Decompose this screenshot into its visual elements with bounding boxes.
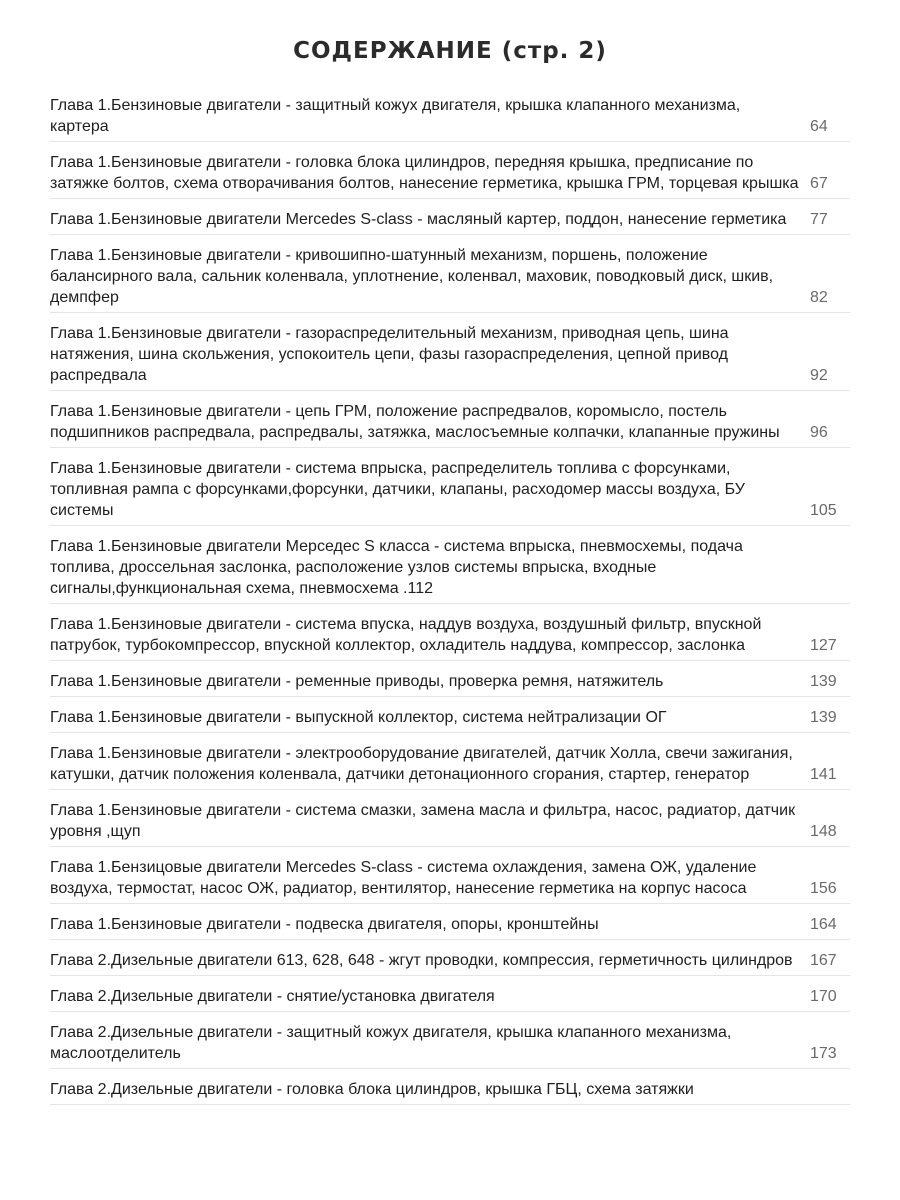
toc-entry[interactable] (50, 93, 850, 142)
toc-entry-page: 105 (810, 502, 837, 519)
toc-entry-title: Глава 2.Дизельные двигатели 613, 628, 648 - жгут проводки, компрессия, герметичность цилиндров (50, 952, 793, 969)
toc-entry-page: 92 (810, 367, 828, 384)
toc-entry-page: 148 (810, 823, 837, 840)
toc-entry[interactable] (50, 534, 850, 604)
toc-entry-page: 127 (810, 637, 837, 654)
toc-entry[interactable] (50, 150, 850, 199)
toc-entry[interactable] (50, 456, 850, 526)
toc-entry[interactable] (50, 912, 850, 940)
toc-entry-title: Глава 1.Бензиновые двигатели - защитный кожух двигателя, крышка клапанного механизма, картера (50, 97, 741, 135)
toc-entry-title: Глава 1.Бензиновые двигатели - выпускной коллектор, система нейтрализации ОГ (50, 709, 667, 726)
toc-entry-title: Глава 2.Дизельные двигатели - головка блока цилиндров, крышка ГБЦ, схема затяжки (50, 1081, 694, 1098)
toc-entry-page: 82 (810, 289, 828, 306)
toc-entry-title: Глава 1.Бензиновые двигатели - кривошипно-шатунный механизм, поршень, положение балансирного вала, сальник коленвала, уплотнение, коленвал, маховик, поводковый диск, шкив, демпфер (50, 247, 774, 306)
toc-entry[interactable] (50, 855, 850, 904)
toc-entry-title: Глава 2.Дизельные двигатели - снятие/установка двигателя (50, 988, 495, 1005)
page-title: СОДЕРЖАНИЕ (стр. 2) (293, 38, 607, 64)
toc-entry-page: 77 (810, 211, 828, 228)
table-of-contents (50, 93, 850, 1113)
toc-entry-title: Глава 1.Бензиновые двигатели - головка блока цилиндров, передняя крышка, предписание по затяжке болтов, схема отворачивания болтов, нанесение герметика, крышка ГРМ, торцевая крышка (50, 154, 799, 192)
toc-entry-page: 173 (810, 1045, 837, 1062)
toc-entry-title: Глава 1.Бензиновые двигатели - электрооборудование двигателей, датчик Холла, свечи зажигания, катушки, датчик положения коленвала, датчики детонационного сгорания, стартер, генератор (50, 745, 793, 783)
toc-entry-page: 67 (810, 175, 828, 192)
toc-entry-title: Глава 1.Бензиновые двигатели - подвеска двигателя, опоры, кронштейны (50, 916, 599, 933)
toc-entry-title: Глава 1.Бензиновые двигатели - ременные приводы, проверка ремня, натяжитель (50, 673, 664, 690)
toc-entry-title: Глава 1.Бензиновые двигатели Mercedes S-class - масляный картер, поддон, нанесение герметика (50, 211, 787, 228)
toc-entry[interactable] (50, 207, 850, 235)
toc-entry[interactable] (50, 1077, 850, 1105)
toc-entry-page: 64 (810, 118, 828, 135)
toc-entry-page: 156 (810, 880, 837, 897)
toc-entry-page: 96 (810, 424, 828, 441)
toc-entry[interactable] (50, 798, 850, 847)
toc-entry-page: 139 (810, 709, 837, 726)
toc-entry[interactable] (50, 705, 850, 733)
toc-entry-page: 139 (810, 673, 837, 690)
toc-entry[interactable] (50, 948, 850, 976)
toc-entry-page: 164 (810, 916, 837, 933)
toc-entry-page: 141 (810, 766, 837, 783)
toc-entry-title: Глава 1.Бензиновые двигатели - система впрыска, распределитель топлива с форсунками, топливная рампа с форсунками,форсунки, датчики, клапаны, расходомер массы воздуха, БУ системы (50, 460, 745, 519)
toc-entry-page: 167 (810, 952, 837, 969)
toc-entry-page: 170 (810, 988, 837, 1005)
toc-entry[interactable] (50, 984, 850, 1012)
toc-entry[interactable] (50, 243, 850, 313)
toc-entry-title: Глава 1.Бензиновые двигатели - система впуска, наддув воздуха, воздушный фильтр, впускной патрубок, турбокомпрессор, впускной коллектор, охладитель наддува, компрессор, заслонка (50, 616, 762, 654)
toc-entry[interactable] (50, 612, 850, 661)
toc-entry-title: Глава 1.Бензицовые двигатели Mercedes S-class - система охлаждения, замена ОЖ, удаление воздуха, термостат, насос ОЖ, радиатор, вентилятор, нанесение герметика на корпус насоса (50, 859, 757, 897)
toc-entry-title: Глава 2.Дизельные двигатели - защитный кожух двигателя, крышка клапанного механизма, маслоотделитель (50, 1024, 732, 1062)
toc-entry-title: Глава 1.Бензиновые двигатели - газораспределительный механизм, приводная цепь, шина натяжения, шина скольжения, успокоитель цепи, фазы газораспределения, цепной привод распредвала (50, 325, 729, 384)
toc-entry[interactable] (50, 399, 850, 448)
toc-entry-title: Глава 1.Бензиновые двигатели - система смазки, замена масла и фильтра, насос, радиатор, датчик уровня ,щуп (50, 802, 796, 840)
toc-entry[interactable] (50, 741, 850, 790)
toc-entry-title: Глава 1.Бензиновые двигатели - цепь ГРМ, положение распредвалов, коромысло, постель подшипников распредвала, распредвалы, затяжка, маслосъемные колпачки, клапанные пружины (50, 403, 780, 441)
toc-entry[interactable] (50, 1020, 850, 1069)
toc-entry[interactable] (50, 669, 850, 697)
toc-entry-title: Глава 1.Бензиновые двигатели Мерседес S класса - система впрыска, пневмосхемы, подача топлива, дроссельная заслонка, расположение узлов системы впрыска, входные сигналы,функциональная схема, пневмосхема .112 (50, 538, 743, 597)
toc-entry[interactable] (50, 321, 850, 391)
